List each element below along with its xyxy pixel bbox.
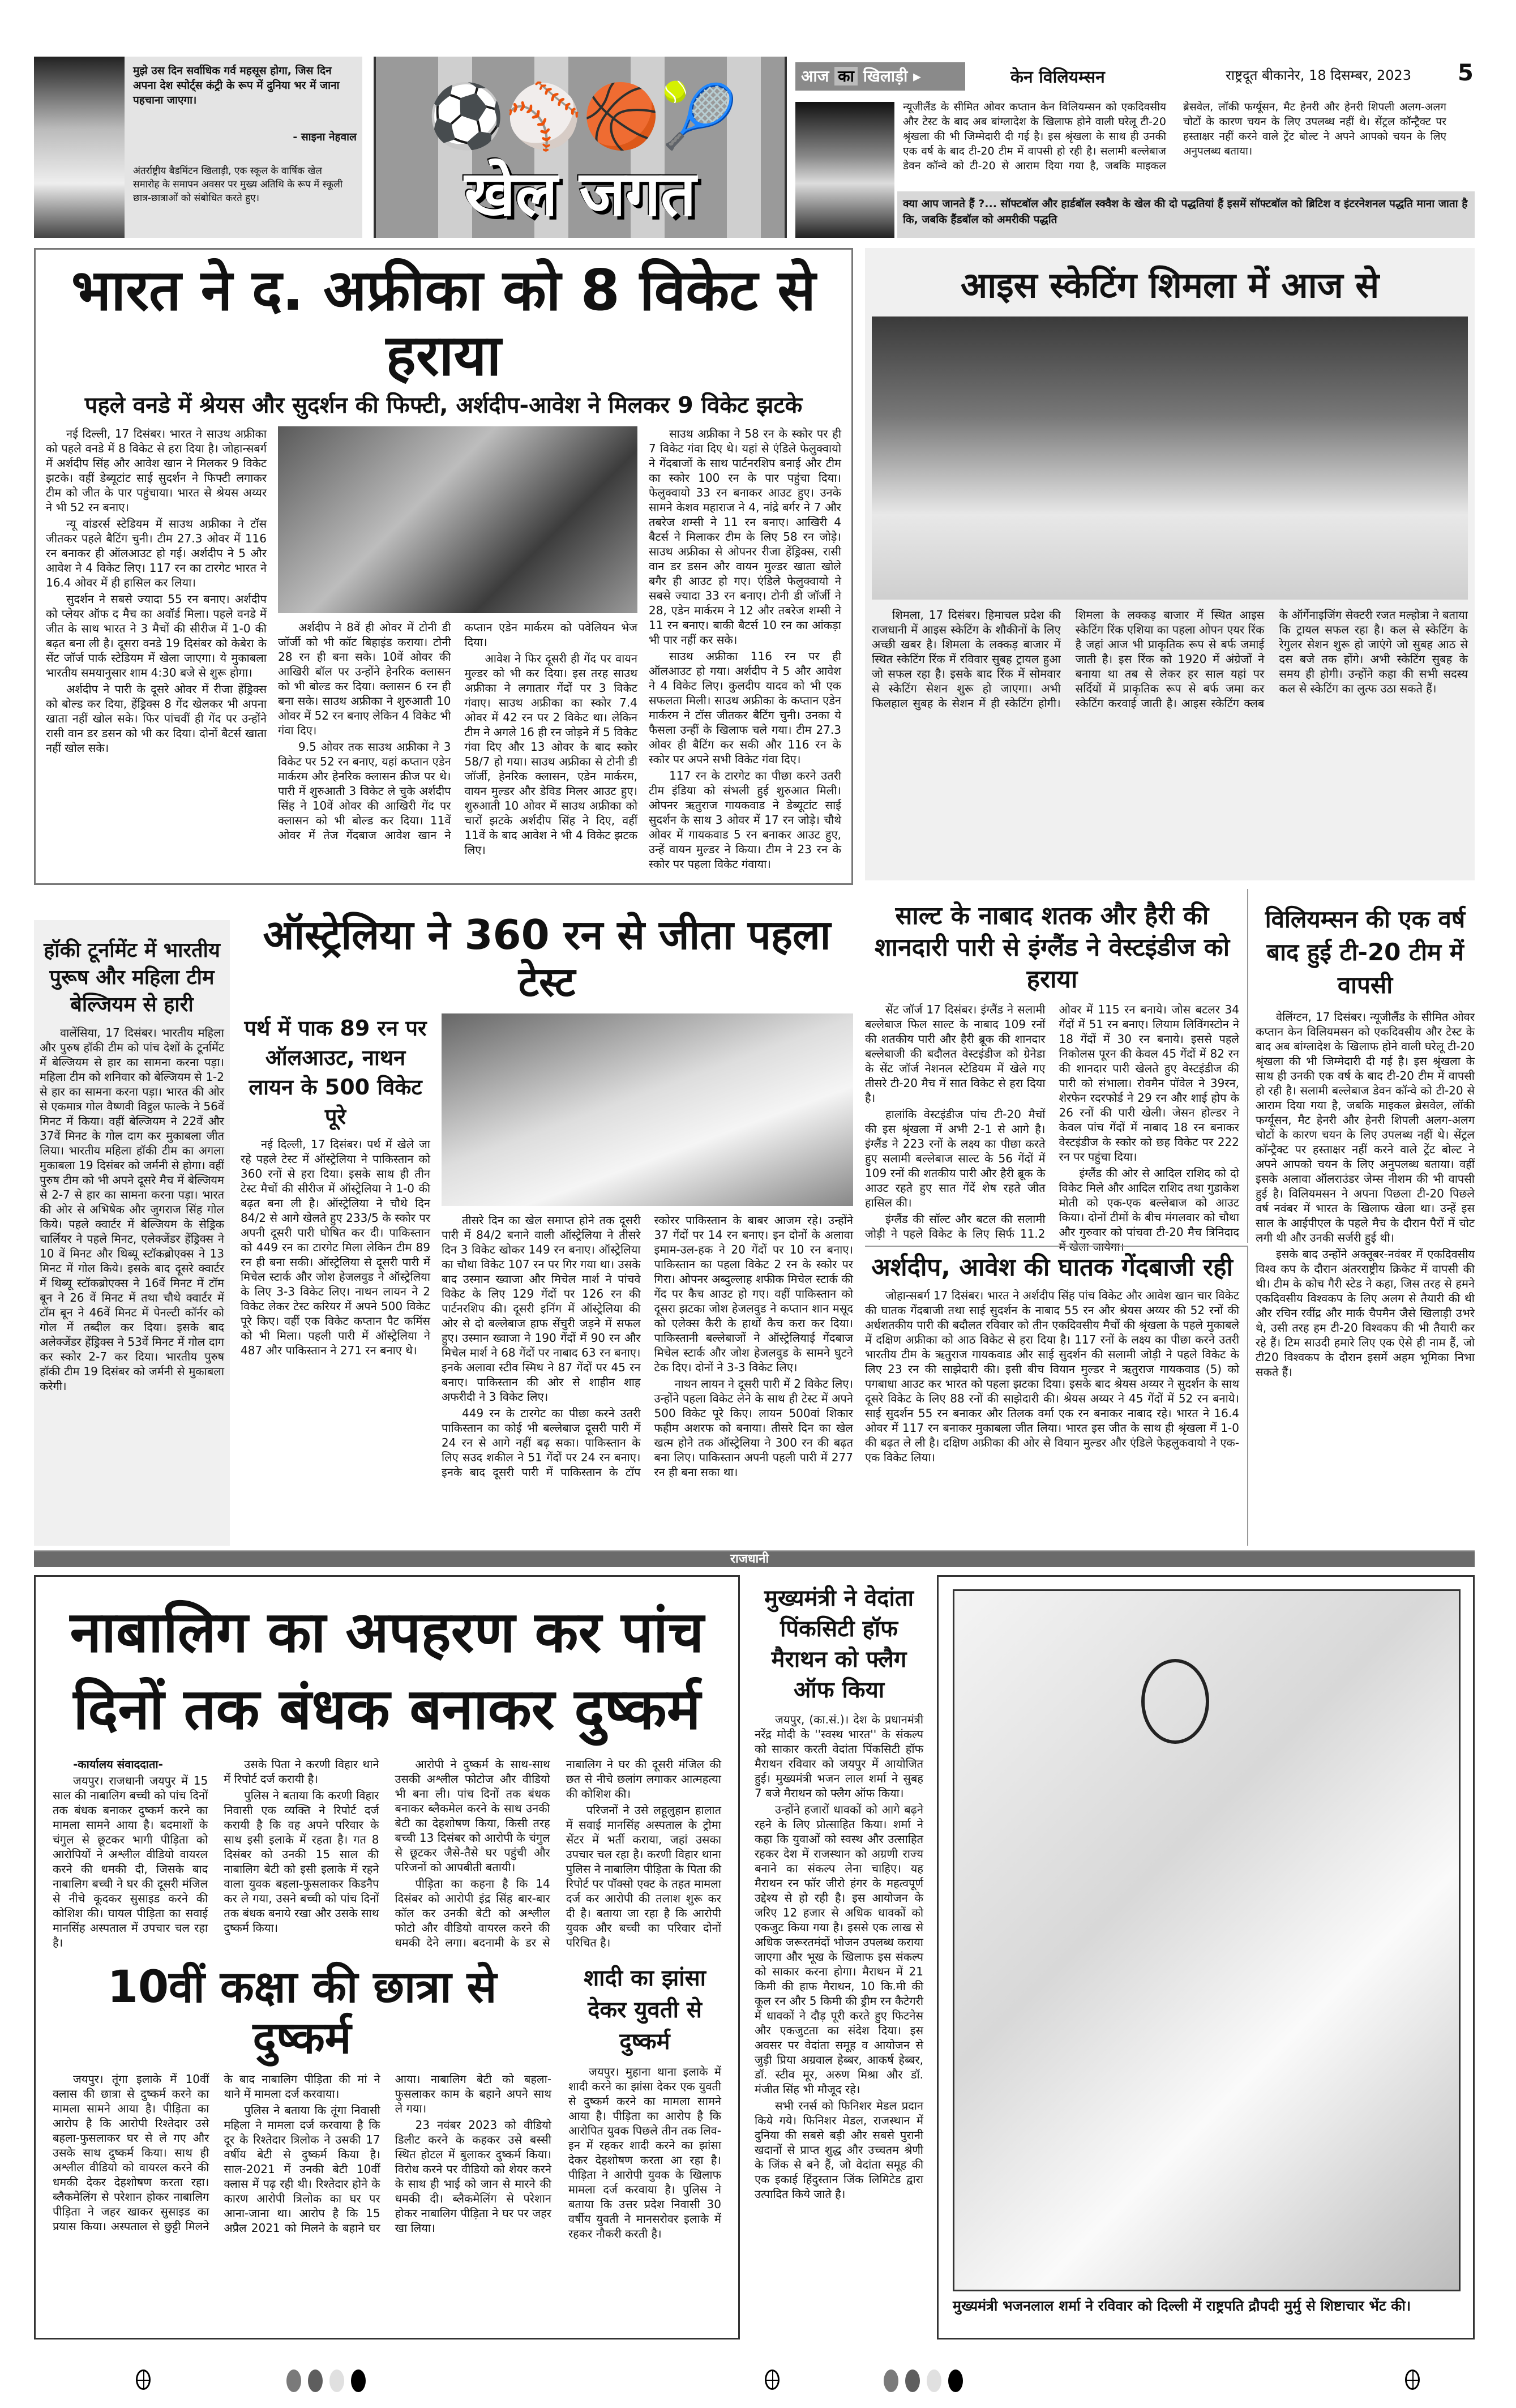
ashoka-chakra-icon xyxy=(1141,1659,1209,1744)
article-body xyxy=(40,1025,224,1395)
marriage-headline: शादी का झांसा देकर युवती से दुष्कर्म xyxy=(583,1965,706,2055)
paragraph: 117 रन के टारगेट का पीछा करने उतरी टीम इंडिया को संभली हुई शुरुआत मिली। ओपनर ऋतुराज गायकवाड ने डेब्यूटांट साई सुदर्शन के साथ 3 ओवर में 17 रन जोड़े। चौथे ओवर में गायकवाड 5 रन बनाकर आउट हुए, उन्हें वायन मुल्डर ने किया। टीम ने 23 रन के स्कोर पर पहला विकेट गंवाया। xyxy=(649,769,841,871)
registration-target-icon xyxy=(765,2369,780,2390)
left-column xyxy=(46,426,267,757)
paragraph: उसके पिता ने करणी विहार थाने में रिपोर्ट दर्ज करायी है। xyxy=(224,1757,379,1786)
headline: हॉकी टूर्नामेंट में भारतीय पुरूष और महिला टीम बेल्जियम से हारी xyxy=(44,939,220,1016)
player-name: केन विलियम्सन xyxy=(1010,67,1105,87)
registration-dot xyxy=(351,2369,366,2392)
right-area xyxy=(442,1013,853,1481)
headline: साल्ट के नाबाद शतक और हैरी की शानदारी पारी से इंग्लैंड ने वेस्टइंडीज को हराया xyxy=(874,901,1230,994)
section-logo xyxy=(374,57,787,238)
feature-tag-word: आज xyxy=(801,67,829,85)
paragraph: अर्शदीप ने पारी के दूसरे ओवर में रीजा हेंड्रिक्स को बोल्ड कर दिया, हेंड्रिक्स 8 गेंद खेलकर भी अपना खाता नहीं खोल सके। फिर पांचवीं ही गेंद पर उन्होंने रासी वान डर डसन को भी कर दिया। दोनों बैटर्स खाता नहीं खोल सके। xyxy=(46,682,267,755)
registration-dot xyxy=(905,2369,920,2392)
paragraph: जयपुर, (का.सं.)। देश के प्रधानमंत्री नरेंद्र मोदी के ''स्वस्थ भारत'' के संकल्प को साकार करती वेदांता पिंकसिटी हॉफ मैराथन रविवार को जयपुर में आयोजित हुई। मुख्यमंत्री भजन लाल शर्मा ने सुबह 7 बजे मैराथन को फ्लैग ऑफ किया। xyxy=(755,1713,923,1800)
cm-president-meeting-photo xyxy=(953,1589,1461,2291)
article-body xyxy=(755,1712,923,2203)
paragraph: आवेश ने फिर दूसरी ही गेंद पर वायन मुल्डर को भी कर दिया। इस तरह साउथ अफ्रीका ने लगातार गेंदों पर 3 विकेट गंवाए। साउथ अफ्रीका का स्कोर 7.4 ओवर में 42 रन पर 2 विकेट था। लेकिन टीम ने अगले 16 ही रन जोड़ने में 5 विकेट गंवा दिए और 13 ओवर के बाद स्कोर 58/7 हो गया। साउथ अफ्रीका से टोनी डी जॉर्जी, हेनरिक क्लासन, एडेन मार्करम, वायन मुल्डर और डेविड मिलर आउट हुए। शुरुआती 10 ओवर में साउथ अफ्रीका को चारों झटके अर्शदीप सिंह ने दिए, वहीं 11वें के बाद आवेश ने भी 4 विकेट झटक लिए। xyxy=(464,652,637,857)
paragraph: नई दिल्ली, 17 दिसंबर। भारत ने साउथ अफ्रीका को पहले वनडे में 8 विकेट से हरा दिया है। जोहान्सबर्ग में अर्शदीप सिंह और आवेश खान ने मिलकर 9 विकेट झटके। वहीं डेब्यूटांट साई सुदर्शन ने फिफ्टी लगाकर टीम को जीत के पार पहुंचाया। भारत से श्रेयस अय्यर ने भी 52 रन बनाए। xyxy=(46,427,267,514)
paragraph: अर्शदीप ने 8वें ही ओवर में टोनी डी जॉर्जी को भी कॉट बिहाइंड कराया। टोनी 28 रन ही बना सके। 10वें ओवर की आखिरी बॉल पर उन्होंने हेनरिक क्लासन को भी बोल्ड कर दिया। क्लासन 6 रन ही बना सके। साउथ अफ्रीका ने शुरुआती 10 ओवर में 52 रन बनाए लेकिन 4 विकेट भी गंवा दिए। xyxy=(278,621,451,737)
paragraph: जयपुर। तूंगा इलाके में 10वीं क्लास की छात्रा से दुष्कर्म करने का मामला सामने आया है। पीड़िता का आरोप है कि आरोपी रिश्तेदार उसे बहला-फुसलाकर घर से ले गए और उसके साथ दुष्कर्म किया। साथ ही अश्लील वीडियो को वायरल करने की धमकी देकर देहशोषण करता रहा। ब्लैकमेलिंग से परेशान होकर नाबालिग पीड़िता ने जहर खाकर सुसाइड का प्रयास किया। अस्पताल से छुट्टी मिलने के बाद नाबालिग पीड़िता की मां ने थाने में मामला दर्ज करवाया। xyxy=(53,2072,380,2234)
paragraph: न्यू वांडरर्स स्टेडियम में साउथ अफ्रीका ने टॉस जीतकर पहले बैटिंग चुनी। टीम 27.3 ओवर में 116 रन बनाकर ही ऑलआउट हो गई। अर्शदीप ने 5 और आवेश ने 4 विकेट लिए। 117 रन का टारगेट भारत ने 16.4 ओवर में ही हासिल कर लिया। xyxy=(46,517,267,589)
england-wi-article xyxy=(865,889,1248,1254)
paragraph: नई दिल्ली, 17 दिसंबर। पर्थ में खेले जा रहे पहले टेस्ट में ऑस्ट्रेलिया ने पाकिस्तान को 360 रनों से हरा दिया। इसके साथ ही तीन टेस्ट मैचों की सीरीज में ऑस्ट्रेलिया ने 1-0 की बढ़त बना ली है। ऑस्ट्रेलिया ने चौथे दिन 84/2 से आगे खेलते हुए 233/5 के स्कोर पर अपनी दूसरी पारी घोषित कर दी। पाकिस्तान को 449 रन का टारगेट मिला लेकिन टीम 89 रन ही बना सकी। ऑस्ट्रेलिया से दूसरी पारी में मिचेल स्टार्क और जोश हेजलवुड ने ऑस्ट्रेलिया के लिए 3-3 विकेट लिए। नाथन लायन ने 2 विकेट लेकर टेस्ट करियर में अपने 500 विकेट पूरे किए। वहीं एक विकेट कप्तान पैट कमिंस को भी मिला। पहली पारी में ऑस्ट्रेलिया ने 487 और पाकिस्तान ने 271 रन बनाए थे। xyxy=(241,1137,430,1357)
paragraph: सुदर्शन ने सबसे ज्यादा 55 रन बनाए। अर्शदीप को प्लेयर ऑफ द मैच का अवॉर्ड मिला। पहले वनडे में जीत के साथ भारत ने 3 मैचों की सीरीज में 1-0 की बढ़त बना ली है। दूसरा वनडे 19 दिसंबर को केबेरा के सेंट जॉर्ज पार्क स्टेडियम में खेला जाएगा। ये मुकाबला भारतीय समयानुसार शाम 4:30 बजे से शुरू होगा। xyxy=(46,592,267,679)
australia-article xyxy=(241,912,853,1546)
lower-stories xyxy=(53,1962,721,2243)
section-logo-text: खेल जगत xyxy=(464,157,696,230)
arshdeep-article xyxy=(865,1246,1248,1546)
cricket-celebration-photo xyxy=(278,426,637,613)
class10-story xyxy=(53,1962,551,2235)
did-you-know: क्या आप जानते हैं ?... सॉफ्टबॉल और हार्डबॉल स्क्वैश के खेल की दो पद्धतियां हैं इसमें सॉफ्टबॉल को ब्रिटिश व इंटरनेशनल पद्धति माना जाता है कि, जबकि हैंडबॉल को अमरीकी पद्धति xyxy=(897,191,1475,238)
section-bar-label: राजधानी xyxy=(730,1552,769,1566)
article-body xyxy=(46,426,841,873)
registration-target-icon xyxy=(1405,2369,1420,2390)
ice-skating-rink-photo xyxy=(872,316,1468,600)
feature-tag: आज का खिलाड़ी ▸ xyxy=(795,62,965,91)
headline: मुख्यमंत्री ने वेदांता पिंकसिटी हॉफ मैराथन को फ्लैग ऑफ किया xyxy=(764,1585,914,1703)
feature-tag-word: का xyxy=(834,67,858,85)
article-body xyxy=(865,1002,1239,1254)
paragraph: जोहान्सबर्ग 17 दिसंबर। भारत ने अर्शदीप सिंह पांच विकेट और आवेश खान चार विकेट की घातक गेंदबाजी तथा साई सुदर्शन के नाबाद 55 रन और श्रेयस अय्यर की 52 रनों की अर्धशतकीय पारी की बदौलत रविवार को तीन एकदिवसीय मैचों की श्रृंखला के पहले मुकाबले में दक्षिण अफ्रीका को आठ विकेट से हरा दिया है। 117 रनों के लक्ष्य का पीछा करने उतरी भारतीय टीम के ऋतुराज गायकवाड और साई सुदर्शन की सलामी जोड़ी ने पहले विकेट के लिए 23 रन की साझेदारी की। इसी बीच वियान मुल्डर ने ऋतुराज गायकवाड (5) को पगबाधा आउट कर भारत को पहला झटका दिया। इसके बाद श्रेयस अय्यर ने सुदर्शन के साथ दूसरे विकेट के लिए 88 रनों की साझेदारी की। श्रेयस अय्यर ने 45 गेंदों में 52 रन बनाये। साई सुदर्शन 55 रन बनाकर और तिलक वर्मा एक रन बनाकर नाबाद रहे। भारत ने 16.4 ओवर में 117 रन बनाकर मुकाबला जीत लिया। भारत इस जीत के साथ ही श्रृंखला में 1-0 की बढ़त ले ली है। दक्षिण अफ्रीका की ओर से वियान मुल्डर और एंडिले फेहलुकवायो ने एक-एक विकेट लिया। xyxy=(865,1288,1239,1464)
paragraph: जयपुर। राजधानी जयपुर में 15 साल की नाबालिग बच्ची को पांच दिनों तक बंधक बनाकर दुष्कर्म करने का मामला सामने आया है। बदमाशों के चंगुल से छूटकर भागी पीड़िता को आरोपियों ने अश्लील वीडियो वायरल करने की धमकी दी, जिसके बाद नाबालिग बच्ची ने घर की दूसरी मंजिल से नीचे कूदकर सुसाइड करने की कोशिश की। घायल पीड़िता का सवाई मानसिंह अस्पताल में उपचार चल रहा है। xyxy=(53,1774,208,1949)
paragraph: पुलिस ने बताया कि करणी विहार निवासी एक व्यक्ति ने रिपोर्ट दर्ज करायी है कि वह अपने परिवार के साथ इसी इलाके में रहता है। गत 8 दिसंबर को उनकी 15 साल की नाबालिग बेटी को इसी इलाके में रहने वाला युवक बहला-फुसलाकर किडनैप कर ले गया, उसने बच्ची को पांच दिनों तक बंधक बनाये रखा और उसके साथ दुष्कर्म किया। xyxy=(224,1789,379,1935)
paragraph: जयपुर। मुहाना थाना इलाके में शादी करने का झांसा देकर एक युवती से दुष्कर्म करने का मामला सामने आया है। पीड़िता का आरोप है कि आरोपित युवक पिछले तीन तक लिव-इन में रहकर शादी करने का झांसा देकर देहशोषण करता आ रहा है। पीड़िता ने आरोपी युवक के खिलाफ मामला दर्ज करवाया है। पुलिस ने बताया कि उत्तर प्रदेश निवासी 30 वर्षीय युवती ने मानसरोवर इलाके में रहकर नौकरी करती है। xyxy=(568,2065,721,2240)
photo-caption: मुख्यमंत्री भजनलाल शर्मा ने रविवार को दिल्ली में राष्ट्रपति द्रौपदी मुर्मु से शिष्टाचार भेंट की। xyxy=(953,2298,1411,2314)
article-body xyxy=(865,1288,1239,1466)
paragraph: शिमला, 17 दिसंबर। हिमाचल प्रदेश की राजधानी में आइस स्केटिंग के शौकीनों के लिए अच्छी खबर है। शिमला के लक्कड़ बाजार में स्थित स्केटिंग रिंक में रविवार सुबह ट्रायल हुआ जो सफल रहा है। इसके बाद रिंक में सोमवार से स्केटिंग सेशन शुरू हो जाएगा। अभी फिलहाल सुबह के सेशन में ही स्केटिंग होगी। शिमला के लक्कड़ बाजार में स्थित आइस स्केटिंग रिंक एशिया का पहला ओपन एयर रिंक है जहां आज भी प्राकृतिक रूप से बर्फ जमाई जाती है। इस रिंक को 1920 में अंग्रेजों ने बनाया था तब से लेकर हर साल यहां पर सर्दियों में प्राकृतिक रूप से बर्फ जमा कर स्केटिंग करवाई जाती है। आइस स्केटिंग क्लब के ऑर्गेनाइजिंग सेक्टरी रजत मल्होत्रा ने बताया कि ट्रायल सफल रहा है। कल से स्केटिंग के रेगुलर सेशन शुरू हो जाएंगे जो सुबह आठ से दस बजे तक होंगे। अभी स्केटिंग सुबह के समय ही होगी। उन्होंने कहा की सभी सदस्य कल से स्केटिंग का लुत्फ उठा सकते हैं। xyxy=(872,608,1468,711)
registration-dot xyxy=(329,2369,344,2392)
quote-panel xyxy=(34,57,362,238)
paragraph: पीड़िता का कहना है कि 14 दिसंबर को आरोपी इंद्र सिंह बार-बार कॉल कर उनकी बेटी को अश्लील फोटो और वीडियो वायरल करने की धमकी देने लगा। बदनामी के डर से नाबालिग ने घर की दूसरी मंजिल की छत से नीचे छलांग लगाकर आत्महत्या की कोशिश की। xyxy=(395,1757,721,1949)
section-bar xyxy=(34,1550,1475,1567)
feature-tag-word: खिलाड़ी xyxy=(863,67,908,85)
headline: विलियम्सन की एक वर्ष बाद हुई टी-20 टीम में वापसी xyxy=(1265,905,1466,999)
marriage-story xyxy=(568,1962,721,2243)
paragraph: आरोपी ने दुष्कर्म के साथ-साथ उसकी अश्लील फोटोज और वीडियो भी बना ली। पांच दिनों तक बंधक बनाकर ब्लैकमेल करने के साथ उनकी बेटी का देहशोषण किया, किसी तरह बच्ची 13 दिसंबर को आरोपी के चंगुल से छूटकर जैसे-तैसे घर पहुंची और परिजनों को आपबीती बतायी। xyxy=(395,1757,550,1874)
right-column xyxy=(649,426,841,873)
paragraph: सभी रनर्स को फिनिशर मेडल प्रदान किये गये। फिनिशर मेडल, राजस्थान में दुनिया की सबसे बड़ी और सबसे पुरानी खदानों से प्राप्त शुद्ध और उच्चतम श्रेणी के जिंक से बने हैं, जो वेदांता समूह की एक इकाई हिंदुस्तान जिंक लिमिटेड द्वारा उत्पादित किये जाते है। xyxy=(755,2099,923,2201)
subheadline: पहले वनडे में श्रेयस और सुदर्शन की फिफ्टी, अर्शदीप-आवेश ने मिलकर 9 विकेट झटके xyxy=(84,392,803,418)
headline: अर्शदीप, आवेश की घातक गेंदबाजी रही xyxy=(871,1253,1233,1282)
class10-body xyxy=(53,2072,551,2235)
paragraph: इसके बाद उन्होंने अक्तूबर-नवंबर में एकदिवसीय विश्व कप के दौरान अंतरराष्ट्रीय क्रिकेट में वापसी की थी। टीम के कोच गैरी स्टेड ने कहा, जिस तरह से हमने एकदिवसीय विश्वकप के लिए अलग से तैयारी की थी और रचिन रवींद्र और मार्क चैपमैन जैसे खिलाड़ी उभरे थे, उसी तरह हम टी-20 विश्वकप की भी तैयारी कर रहे हैं। टिम साउदी हमारे लिए एक ऐसे ही नाम हैं, जो टी20 विश्वकप के दौरान इसमें अहम भूमिका निभा सकते हैं। xyxy=(1256,1247,1475,1379)
paragraph: इंग्लैंड की ओर से आदिल राशिद को दो विकेट मिले और आदिल राशिद तथा गुडाकेश मोती को एक-एक बल्लेबाज को आउट किया। दोनों टीमों के बीच मंगलवार को चौथा और गुरुवार को पांचवा टी-20 मैच त्रिनिदाद में खेला जायेगा। xyxy=(1059,1166,1239,1254)
kane-williamson-photo xyxy=(795,102,894,238)
saina-attribution: - साइना नेहवाल xyxy=(293,131,357,143)
paragraph: 449 रन के टारगेट का पीछा करने उतरी पाकिस्तान का कोई भी बल्लेबाज दूसरी पारी में 24 रन से आगे नहीं बढ़ सका। पाकिस्तान के लिए सउद शकील ने 51 गेंदों पर 24 रन बनाए। इनके बाद दूसरी पारी में पाकिस्तान के टॉप स्कोरर पाकिस्तान के बाबर आजम रहे। उन्होंने 37 गेंदों पर 14 रन बनाए। इन दोनों के अलावा इमाम-उल-हक ने 20 गेंदों पर 10 रन बनाए। पाकिस्तान का पहला विकेट 2 रन के स्कोर पर गिरा। ओपनर अब्दुल्लाह शफीक मिचेल स्टार्क की गेंद पर कैच आउट हो गए। वहीं पाकिस्तान को दूसरा झटका जोश हेजलवुड ने कप्तान शान मसूद को एलेक्स कैरी के हाथों कैच करा कर दिया। पाकिस्तानी बल्लेबाजों ने ऑस्ट्रेलियाई गेंदबाज मिचेल स्टार्क और जोश हेजलवुड के सामने घुटने टेक दिए। दोनों ने 3-3 विकेट लिए। xyxy=(442,1213,853,1479)
paragraph: उन्होंने हजारों धावकों को आगे बढ़ने रहने के लिए प्रोत्साहित किया। शर्मा ने कहा कि युवाओं को स्वस्थ और उत्साहित रहकर देश में राजस्थान को अग्रणी राज्य बनाने का संकल्प लेना चाहिए। यह मैराथन रन फॉर जीरो हंगर के महत्वपूर्ण उद्देश्य से हो रही है। इस आयोजन के जरिए 12 हजार से अधिक धावकों को एकजुट किया गया है। इससे एक लाख से अधिक जरूरतमंदों भोजन उपलब्ध कराया जाएगा और भूख के खिलाफ इस संकल्प को साकार करना होगा। मैराथन में 21 किमी की हाफ मैराथन, 10 कि.मी की कूल रन और 5 किमी की ड्रीम रन कैटेगरी में धावकों ने दौड़ पूरी करते हुए फिटनेस और एकजुटता का संदेश दिया। इस अवसर पर वेदांता समूह व आयोजन से जुड़ी प्रिया अग्रवाल हेब्बर, आकर्ष हेब्बर, डॉ. स्टीव मूर, अरुण मिश्रा और डॉ. मंजीत सिंह भी मौजूद रहे। xyxy=(755,1803,923,2096)
page-number: 5 xyxy=(1458,60,1474,86)
paragraph: 23 नवंबर 2023 को वीडियो डिलीट करने के कहकर उसे बस्सी स्थित होटल में बुलाकर दुष्कर्म किया। विरोध करने पर वीडियो को शेयर करने के साथ ही भाई को जान से मारने की धमकी दी। ब्लैकमेलिंग से परेशान होकर नाबालिग पीड़िता ने घर पर जहर खा लिया। xyxy=(395,2118,551,2235)
registration-target-icon xyxy=(136,2369,151,2390)
class10-headline: 10वीं कक्षा की छात्रा से दुष्कर्म xyxy=(107,1962,497,2064)
masthead xyxy=(34,57,1475,238)
australia-team-celebration-photo xyxy=(442,1013,853,1206)
left-column xyxy=(241,1013,430,1359)
registration-dot xyxy=(884,2369,898,2392)
print-registration-marks xyxy=(0,2369,1516,2398)
paragraph: साउथ अफ्रीका 116 रन पर ही ऑलआउट हो गया। अर्शदीप ने 5 और आवेश ने 4 विकेट लिए। कुलदीप यादव को भी एक सफलता मिली। साउथ अफ्रीका के कप्तान एडेन मार्करम ने टॉस जीतकर बैटिंग चुनी। उनका ये फैसला उन्हीं के खिलाफ चले गया। टीम 27.3 ओवर ही बैटिंग कर सकी और 116 रन के स्कोर पर अपने सभी विकेट गंवा दिए। xyxy=(649,649,841,766)
paragraph: परिजनों ने उसे लहूलुहान हालात में सवाई मानसिंह अस्पताल के ट्रोमा सेंटर में भर्ती कराया, जहां उसका उपचार चल रहा है। करणी विहार थाना पुलिस ने नाबालिग पीड़िता के पिता की रिपोर्ट पर पॉक्सो एक्ट के तहत मामला दर्ज कर आरोपी की तलाश शुरू कर दी है। बताया जा रहा है कि आरोपी युवक और बच्ची का परिवार दोनों परिचित है। xyxy=(566,1803,721,1949)
subheadline: पर्थ में पाक 89 रन पर ऑलआउट, नाथन लायन के 500 विकेट पूरे xyxy=(244,1015,427,1129)
paragraph: सेंट जॉर्ज 17 दिसंबर। इंग्लैंड ने सलामी बल्लेबाज फिल साल्ट के नाबाद 109 रनों की शतकीय पारी और हैरी ब्रूक की शानदार बल्लेबाजी की बदौलत वेस्टइंडीज को ग्रेनेडा के सेंट जॉर्ज नेशनल स्टेडियम में खेले गए तीसरे टी-20 मैच में सात विकेट से हरा दिया है। xyxy=(865,1003,1046,1105)
article-body xyxy=(53,1757,721,1950)
article-body xyxy=(1256,1010,1475,1381)
marriage-body xyxy=(568,2064,721,2241)
paragraph: वेलिंग्टन, 17 दिसंबर। न्यूजीलैंड के सीमित ओवर कप्तान केन विलियमसन को एकदिवसीय और टेस्ट के बाद अब बांग्लादेश के खिलाफ होने वाली घरेलू टी-20 श्रृंखला की भी जिम्मेदारी दी गई है। इस श्रृंखला के साथ ही उनकी एक वर्ष के बाद टी-20 टीम में वापसी हो रही है। सलामी बल्लेबाज डेवन कॉन्वे को टी-20 से आराम दिया गया है, जबकि माइकल ब्रेसवेल, लॉकी फर्ग्यूसन, मैट हेनरी और हेनरी शिपली अलग-अलग चोटों के कारण चयन के लिए उपलब्ध नहीं थे। सेंट्रल कॉन्ट्रैक्ट पर हस्ताक्षर नहीं करने वाले ट्रेंट बोल्ट ने अपने आपको चयन के लिए अनुपलब्ध बताया। वहीं इसके अलावा ऑलराउंडर जेम्स नीशम की भी वापसी हुई है। विलियमसन ने अपना पिछला टी-20 पिछले वर्ष नवंबर में भारत के खिलाफ खेला था। उन्हें इस साल के आईपीएल के पहले मैच के दौरान पैरों में चोट लगी थी और उनकी सर्जरी हुई थी। xyxy=(1256,1010,1475,1244)
paragraph: साउथ अफ्रीका ने 58 रन के स्कोर पर ही 7 विकेट गंवा दिए थे। यहां से एंडिले फेलुक्वायो ने गेंदबाजों के साथ पार्टनरशिप बनाई और टीम का स्कोर 100 रन के पार पहुंचा दिया। फेलुक्वायो 33 रन बनाकर आउट हुए। उनके सामने केशव महाराज ने 4, नांद्रे बर्गर ने 7 और तबरेज शम्सी ने 11 रन बनाए। आखिरी 4 बैटर्स ने मिलाकर टीम के लिए 58 रन जोड़े। साउथ अफ्रीका से ओपनर रीजा हेंड्रिक्स, रासी वान डर डसन और वायन मुल्डर खाता खोले बगैर ही आउट हो गए। एंडिले फेलुक्वायो ने सबसे ज्यादा 33 रन बनाए। टोनी डी जॉर्जी ने 28, एडेन मार्करम ने 12 और तबरेज शम्सी ने 11 रन बनाए। बाकी बैटर्स 10 रन का आंकड़ा भी पार नहीं कर सके। xyxy=(649,427,841,647)
saina-caption: अंतर्राष्ट्रीय बैडमिंटन खिलाड़ी, एक स्कूल के वार्षिक खेल समारोह के समापन अवसर पर मुख्य अतिथि के रूप में स्कूली छात्र-छात्राओं को संबोधित करते हुए। xyxy=(133,165,343,204)
byline: -कार्यालय संवाददाता- xyxy=(73,1757,163,1771)
williamson-article xyxy=(1256,889,1475,1546)
paragraph: वालेंसिया, 17 दिसंबर। भारतीय महिला और पुरुष हॉकी टीम को पांच देशों के टूर्नामेंट में बेल्जियम से हार का सामना करना पड़ा। महिला टीम को शनिवार को बेल्जियम से 1-2 से हार का सामना करना पड़ा। भारत की ओर से एकमात्र गोल वैष्णवी विट्ठल फाल्के ने 56वें मिनट में किया। वहीं बेल्जियम ने 22वें और 37वें मिनट के गोल दाग कर मुकाबला जीत लिया। भारतीय महिला हॉकी टीम का अगला मुकाबला 19 दिसंबर को जर्मनी से होगा। वहीं पुरुष टीम को भी अपने दूसरे मैच में बेल्जियम से 2-7 से हार का सामना करना पड़ा। भारत की ओर से अभिषेक और जुगराज सिंह गोल किये। पहले क्वार्टर में बेल्जियम के सेड्रिक चार्लियर ने पहले मिनट, एलेक्जेंडर हेंड्रिक्स ने 10 वें मिनट और थिब्यू स्टॉकब्रोएक्स ने 13 मिनट में गोल किये। इसके बाद दूसरे क्वार्टर में थिब्यू स्टॉकब्रोएक्स ने 16वें मिनट में टॉम बून ने 26 वें मिनट में तथा चौथे क्वार्टर में टॉम बून ने 46वें मिनट में पेनल्टी कॉर्नर को गोल में तब्दील कर दिया। इसके बाद अलेक्जेंडर हेंड्रिक्स ने 53वें मिनट में गोल दाग कर स्कोर 2-7 कर दिया। भारतीय पुरुष हॉकी टीम 19 दिसंबर को जर्मनी से मुकाबला करेगी। xyxy=(40,1026,224,1393)
photo-feature-box xyxy=(937,1575,1475,2339)
registration-dot xyxy=(927,2369,941,2392)
paragraph: हालांकि वेस्टइंडीज पांच टी-20 मैचों की इस श्रृंखला में अभी 2-1 से आगे है। इंग्लैंड ने 223 रनों के लक्ष्य का पीछा करते हुए सलामी बल्लेबाज साल्ट के 56 गेंदों में 109 रनों की शतकीय पारी और हैरी ब्रूक के आउट रहते हुए सात गेंदें शेष रहते जीत हासिल की। xyxy=(865,1107,1046,1209)
paragraph: 9.5 ओवर तक साउथ अफ्रीका ने 3 विकेट पर 52 रन बनाए, यहां कप्तान एडेन मार्करम और हेनरिक क्लासन क्रीज पर थे। पारी में शुरुआती 3 विकेट ले चुके अर्शदीप सिंह ने 10वें ओवर की आखिरी गेंद पर क्लासन को भी बोल्ड कर दिया। 11वें ओवर में तेज गेंदबाज आवेश खान ने कप्तान एडेन मार्करम को पवेलियन भेज दिया। xyxy=(278,621,637,842)
player-text: न्यूजीलैंड के सीमित ओवर कप्तान केन विलियम्सन को एकदिवसीय और टेस्ट के बाद अब बांग्लादेश के खिलाफ होने वाली घरेलू टी-20 श्रृंखला की भी जिम्मेदारी दी गई है। इस श्रृंखला के साथ ही उनकी एक वर्ष के बाद टी-20 टीम में वापसी हो रही है। सलामी बल्लेबाज डेवन कॉन्वे को टी-20 से आराम दिया गया है, जबकि माइकल ब्रेसवेल, लॉकी फर्ग्यूसन, मैट हेनरी और हेनरी शिपली अलग-अलग चोटों के कारण चयन के लिए उपलब्ध नहीं थे। सेंट्रल कॉन्ट्रैक्ट पर हस्ताक्षर नहीं करने वाले ट्रेंट बोल्ट ने अपने आपको चयन के लिए अनुपलब्ध बताया। xyxy=(903,101,1446,172)
headline: आइस स्केटिंग शिमला में आज से xyxy=(960,264,1380,306)
player-of-day xyxy=(795,57,1475,238)
article-body xyxy=(872,608,1468,711)
paragraph: इंग्लैंड की सॉल्ट और बटल की सलामी जोड़ी ने पहले विकेट के लिए सिर्फ 11.2 ओवर में 115 रन बनाये। जोस बटलर 34 गेंदों में 51 रन बनाए। लियाम लिविंगस्टोन ने 18 गेंदों में 30 रन बनाये। इससे पहले निकोलस पूरन की केवल 45 गेंदों में 82 रन की शानदार पारी खेलते हुए वेस्टइंडीज की पारी को संभाला। रोवमैन पॉवेल ने 39रन, शेरफेन रदरफोर्ड ने 29 रन और शाई होप के 26 रनों की पारी खेली। जेसन होल्डर ने केवल पांच गेंदों में नाबाद 18 रन बनाकर वेस्टइंडीज के स्कोर को छह विकेट पर 222 रन पर पहुंचा दिया। xyxy=(865,1003,1239,1241)
headline: भारत ने द. अफ्रीका को 8 विकेट से हराया xyxy=(71,257,816,388)
color-dots xyxy=(283,2369,369,2394)
paragraph: पुलिस ने बताया कि तूंगा निवासी महिला ने मामला दर्ज करवाया है कि दूर के रिश्तेदार त्रिलोक ने उसकी 17 वर्षीय बेटी से दुष्कर्म किया है। साल-2021 में उनकी बेटी 10वीं क्लास में पढ़ रही थी। रिश्तेदार होने के कारण आरोपी त्रिलोक का घर पर आना-जाना था। आरोप है कि 15 अप्रैल 2021 को मिलने के बहाने घर आया। नाबालिग बेटी को बहला-फुसलाकर काम के बहाने अपने साथ ले गया। xyxy=(224,2072,551,2235)
headline: नाबालिग का अपहरण कर पांच दिनों तक बंधक बनाकर दुष्कर्म xyxy=(70,1599,704,1742)
dateline: राष्ट्रदूत बीकानेर, 18 दिसम्बर, 2023 xyxy=(1226,67,1412,83)
hockey-article xyxy=(34,920,230,1546)
ice-skating-article xyxy=(865,248,1475,880)
paragraph: तीसरे दिन का खेल समाप्त होने तक दूसरी पारी में 84/2 बनाने वाली ऑस्ट्रेलिया ने तीसरे दिन 3 विकेट खोकर 149 रन बनाए। ऑस्ट्रेलिया का चौथा विकेट 107 रन पर गिर गया था। उसके बाद उस्मान ख्वाजा और मिचेल मार्श ने पांचवे विकेट के लिए 129 गेंदों पर 126 रन की पार्टनरशिप की। दूसरी इनिंग में ऑस्ट्रेलिया की ओर से दो बल्लेबाज हाफ सेंचुरी जड़ने में सफल हुए। उस्मान ख्वाजा ने 190 गेंदों में 90 रन और मिचेल मार्श ने 68 गेंदों पर नाबाद 63 रन बनाए। इनके अलावा स्टीव स्मिथ ने 87 गेंदों पर 45 रन बनाए। पाकिस्तान की ओर से शाहीन शाह अफरीदी ने 3 विकेट लिए। xyxy=(442,1213,641,1404)
crime-news-box xyxy=(34,1575,740,2339)
color-dots xyxy=(880,2369,966,2394)
cm-marathon-article xyxy=(750,1575,927,2339)
registration-dot xyxy=(308,2369,323,2392)
saina-nehwal-photo xyxy=(34,57,125,238)
registration-dot xyxy=(286,2369,301,2392)
india-sa-article xyxy=(34,248,853,885)
article-body xyxy=(241,1013,853,1481)
middle-column xyxy=(278,426,637,857)
saina-quote: मुझे उस दिन सर्वाधिक गर्व महसूस होगा, जिस दिन अपना देश स्पोर्ट्स कंट्री के रूप में दुनिया भर में जाना पहचाना जाएगा। xyxy=(133,65,340,106)
registration-dot xyxy=(948,2369,963,2392)
paragraph: नाथन लायन ने दूसरी पारी में 2 विकेट लिए। उन्होंने पहला विकेट लेने के साथ ही टेस्ट में अपने 500 विकेट पूरे किए। लायन 500वां शिकार फहीम अशरफ को बनाया। तीसरे दिन का खेल खत्म होने तक ऑस्ट्रेलिया ने 300 रन की बढ़त बना लिए। पाकिस्तान अपनी पहली पारी में 277 रन ही बना सका था। xyxy=(654,1376,853,1479)
sports-equipment-icon: ⚽⚾🏀🎾 xyxy=(427,80,738,152)
headline: ऑस्ट्रेलिया ने 360 रन से जीता पहला टेस्ट xyxy=(263,911,831,1006)
